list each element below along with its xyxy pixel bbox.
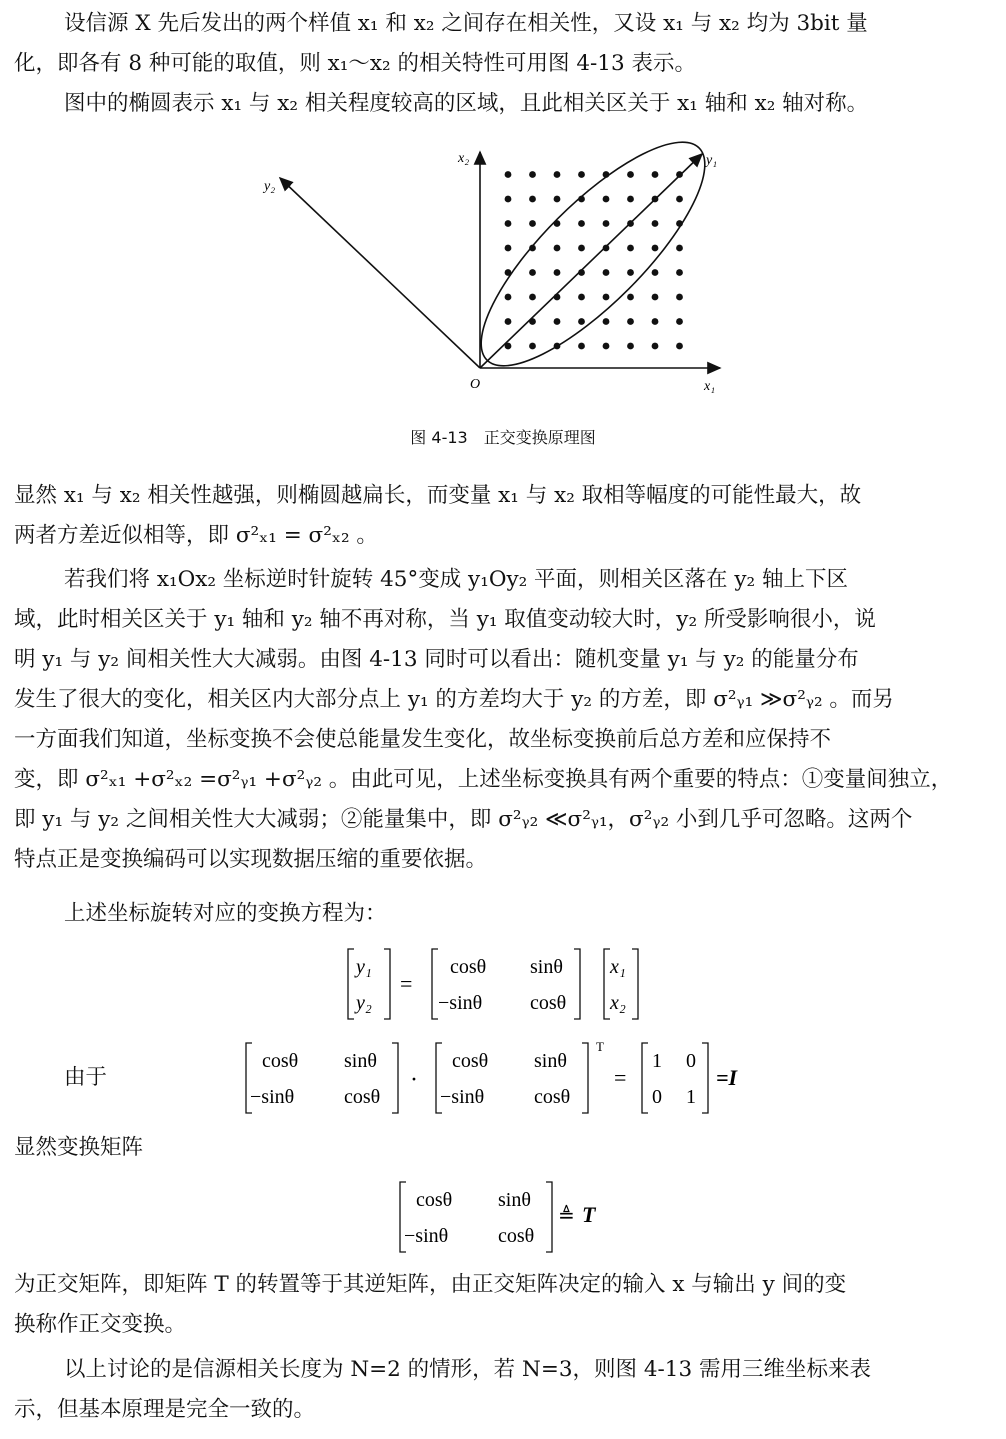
matrix-m21: −sinθ xyxy=(438,992,483,1014)
rhs-x1: x₁ xyxy=(610,956,626,978)
paragraph-4 xyxy=(14,1128,990,1168)
paragraph-2-line-6: 变，即 σ²ₓ₁ +σ²ₓ₂ =σ²ᵧ₁ +σ²ᵧ₂ 。由此可见，上述坐标变换具有两个重要的特点：①变量间独立， xyxy=(14,767,953,792)
sample-point xyxy=(603,245,610,252)
lhs-y2: y₂ xyxy=(356,992,372,1014)
sample-point xyxy=(554,318,561,325)
paragraph-2-line-4: 发生了很大的变化，相关区内大部分点上 y₁ 的方差均大于 y₂ 的方差，即 σ²ᵧ₁ ≫σ²ᵧ₂ 。而另 xyxy=(14,687,894,712)
identity-result: =I xyxy=(716,1065,738,1090)
eq2-t21: −sinθ xyxy=(440,1086,485,1108)
sample-point xyxy=(652,343,659,350)
sample-point xyxy=(554,245,561,252)
eq2-t22: cosθ xyxy=(534,1086,571,1108)
eq3-m22: cosθ xyxy=(498,1225,535,1247)
sample-point xyxy=(554,196,561,203)
eq2-t11: cosθ xyxy=(452,1050,489,1072)
multiply-dot: · xyxy=(410,1067,418,1093)
sample-point xyxy=(578,245,585,252)
sample-point xyxy=(652,220,659,227)
eq2-m21: −sinθ xyxy=(250,1086,295,1108)
sample-point xyxy=(578,343,585,350)
sample-point xyxy=(603,220,610,227)
eq2-m12: sinθ xyxy=(344,1050,377,1072)
eq3-m12: sinθ xyxy=(498,1189,531,1211)
sample-point xyxy=(578,220,585,227)
sample-point xyxy=(652,294,659,301)
sample-point xyxy=(529,196,536,203)
sample-point xyxy=(627,343,634,350)
identity-11: 1 xyxy=(652,1050,662,1072)
figure-4-13 xyxy=(250,140,750,410)
paragraph-2-line-2: 域，此时相关区关于 y₁ 轴和 y₂ 轴不再对称，当 y₁ 取值变动较大时，y₂ 所受影响很小，说 xyxy=(14,607,876,632)
paragraph-3-text: 上述坐标旋转对应的变换方程为： xyxy=(64,901,387,926)
lhs-y1: y₁ xyxy=(356,956,372,978)
orthogonality-equation xyxy=(236,1037,776,1121)
paragraph-6-line-2: 示，但基本原理是完全一致的。 xyxy=(14,1397,316,1422)
sample-point xyxy=(505,245,512,252)
sample-point xyxy=(627,220,634,227)
sample-point xyxy=(578,318,585,325)
sample-point xyxy=(676,171,683,178)
transform-matrix-definition xyxy=(392,1176,632,1260)
sample-point xyxy=(603,318,610,325)
origin-label: O xyxy=(470,377,481,392)
sample-point xyxy=(529,294,536,301)
paragraph-1-line-2: 两者方差近似相等，即 σ²ₓ₁ = σ²ₓ₂ 。 xyxy=(14,523,378,548)
sample-point xyxy=(554,269,561,276)
matrix-m12: sinθ xyxy=(530,956,563,978)
paragraph-6-line-1: 以上讨论的是信源相关长度为 N=2 的情形，若 N=3，则图 4-13 需用三维坐标来表 xyxy=(64,1357,871,1382)
sample-point xyxy=(529,171,536,178)
y2-axis-label: y₂ xyxy=(264,179,276,194)
correlation-ellipse xyxy=(452,140,735,395)
eq3-m11: cosθ xyxy=(416,1189,453,1211)
sample-point xyxy=(529,318,536,325)
paragraph-5 xyxy=(14,1265,990,1345)
paragraph-2-line-7: 即 y₁ 与 y₂ 之间相关性大大减弱；②能量集中，即 σ²ᵧ₂ ≪σ²ᵧ₁，σ²ᵧ₂ 小到几乎可忽略。这两个 xyxy=(14,807,913,832)
sample-point xyxy=(652,245,659,252)
intro-line-1: 设信源 X 先后发出的两个样值 x₁ 和 x₂ 之间存在相关性，又设 x₁ 与 x₂ 均为 3bit 量 xyxy=(64,11,868,36)
paragraph-2-line-5: 一方面我们知道，坐标变换不会使总能量发生变化，故坐标变换前后总方差和应保持不 xyxy=(14,727,832,752)
sample-point xyxy=(505,318,512,325)
sample-point xyxy=(505,220,512,227)
paragraph-1-line-1: 显然 x₁ 与 x₂ 相关性越强，则椭圆越扁长，而变量 x₁ 与 x₂ 取相等幅度的可能性最大，故 xyxy=(14,483,862,508)
paragraph-1 xyxy=(14,476,990,556)
matrix-symbol-T: T xyxy=(582,1202,596,1227)
sample-point xyxy=(603,343,610,350)
sample-point xyxy=(505,196,512,203)
sample-point xyxy=(554,171,561,178)
sample-point xyxy=(505,171,512,178)
sample-point xyxy=(652,196,659,203)
sample-point xyxy=(652,318,659,325)
eq2-m11: cosθ xyxy=(262,1050,299,1072)
paragraph-5-line-2: 换称作正交变换。 xyxy=(14,1312,187,1337)
sample-point xyxy=(578,269,585,276)
sample-point xyxy=(652,269,659,276)
equation-2-label: 由于 xyxy=(64,1065,108,1090)
intro-paragraph xyxy=(14,4,990,124)
eq3-m21: −sinθ xyxy=(404,1225,449,1247)
sample-point xyxy=(676,343,683,350)
transform-equation xyxy=(340,945,660,1025)
paragraph-3 xyxy=(14,894,990,934)
sample-point xyxy=(603,294,610,301)
sample-point xyxy=(554,294,561,301)
x2-axis-label: x₂ xyxy=(458,151,470,166)
identity-22: 1 xyxy=(686,1086,696,1108)
sample-point xyxy=(529,343,536,350)
sample-point xyxy=(529,220,536,227)
intro-line-2: 化，即各有 8 种可能的取值，则 x₁～x₂ 的相关特性可用图 4-13 表示。 xyxy=(14,51,696,76)
y2-axis xyxy=(280,178,480,368)
equals-sign-2: = xyxy=(614,1065,627,1090)
eq2-t12: sinθ xyxy=(534,1050,567,1072)
intro-line-3: 图中的椭圆表示 x₁ 与 x₂ 相关程度较高的区域，且此相关区关于 x₁ 轴和 x₂ 轴对称。 xyxy=(64,91,869,116)
x1-axis-label: x₁ xyxy=(704,379,716,394)
sample-point xyxy=(627,294,634,301)
sample-point xyxy=(676,196,683,203)
y1-axis-label: y₁ xyxy=(706,153,718,168)
sample-point xyxy=(676,294,683,301)
sample-point xyxy=(676,269,683,276)
sample-point xyxy=(652,171,659,178)
paragraph-5-line-1: 为正交矩阵，即矩阵 T 的转置等于其逆矩阵，由正交矩阵决定的输入 x 与输出 y 间的变 xyxy=(14,1272,847,1297)
sample-point xyxy=(627,318,634,325)
y1-axis xyxy=(480,154,702,368)
matrix-m11: cosθ xyxy=(450,956,487,978)
sample-point xyxy=(627,196,634,203)
sample-point xyxy=(676,245,683,252)
sample-point xyxy=(627,171,634,178)
sample-point xyxy=(603,269,610,276)
paragraph-4-text: 显然变换矩阵 xyxy=(14,1135,144,1160)
matrix-m22: cosθ xyxy=(530,992,567,1014)
paragraph-2 xyxy=(14,560,990,880)
sample-point xyxy=(578,171,585,178)
paragraph-6 xyxy=(14,1350,990,1430)
transpose-mark: T xyxy=(596,1039,604,1054)
paragraph-2-line-1: 若我们将 x₁Ox₂ 坐标逆时针旋转 45°变成 y₁Oy₂ 平面，则相关区落在 y₂ 轴上下区 xyxy=(64,567,848,592)
equals-sign: = xyxy=(400,971,413,996)
sample-point xyxy=(505,343,512,350)
rhs-x2: x₂ xyxy=(610,992,626,1014)
sample-point xyxy=(529,269,536,276)
sample-point xyxy=(627,245,634,252)
identity-12: 0 xyxy=(686,1050,696,1072)
paragraph-2-line-8: 特点正是变换编码可以实现数据压缩的重要依据。 xyxy=(14,847,488,872)
sample-point xyxy=(603,196,610,203)
figure-caption: 图 4-13 正交变换原理图 xyxy=(410,428,596,447)
paragraph-2-line-3: 明 y₁ 与 y₂ 间相关性大大减弱。由图 4-13 同时可以看出：随机变量 y₁ 与 y₂ 的能量分布 xyxy=(14,647,859,672)
sample-point xyxy=(505,294,512,301)
sample-point xyxy=(578,294,585,301)
identity-21: 0 xyxy=(652,1086,662,1108)
sample-point xyxy=(676,318,683,325)
eq2-m22: cosθ xyxy=(344,1086,381,1108)
sample-point xyxy=(627,269,634,276)
defined-as-sign: ≜ xyxy=(558,1205,575,1227)
